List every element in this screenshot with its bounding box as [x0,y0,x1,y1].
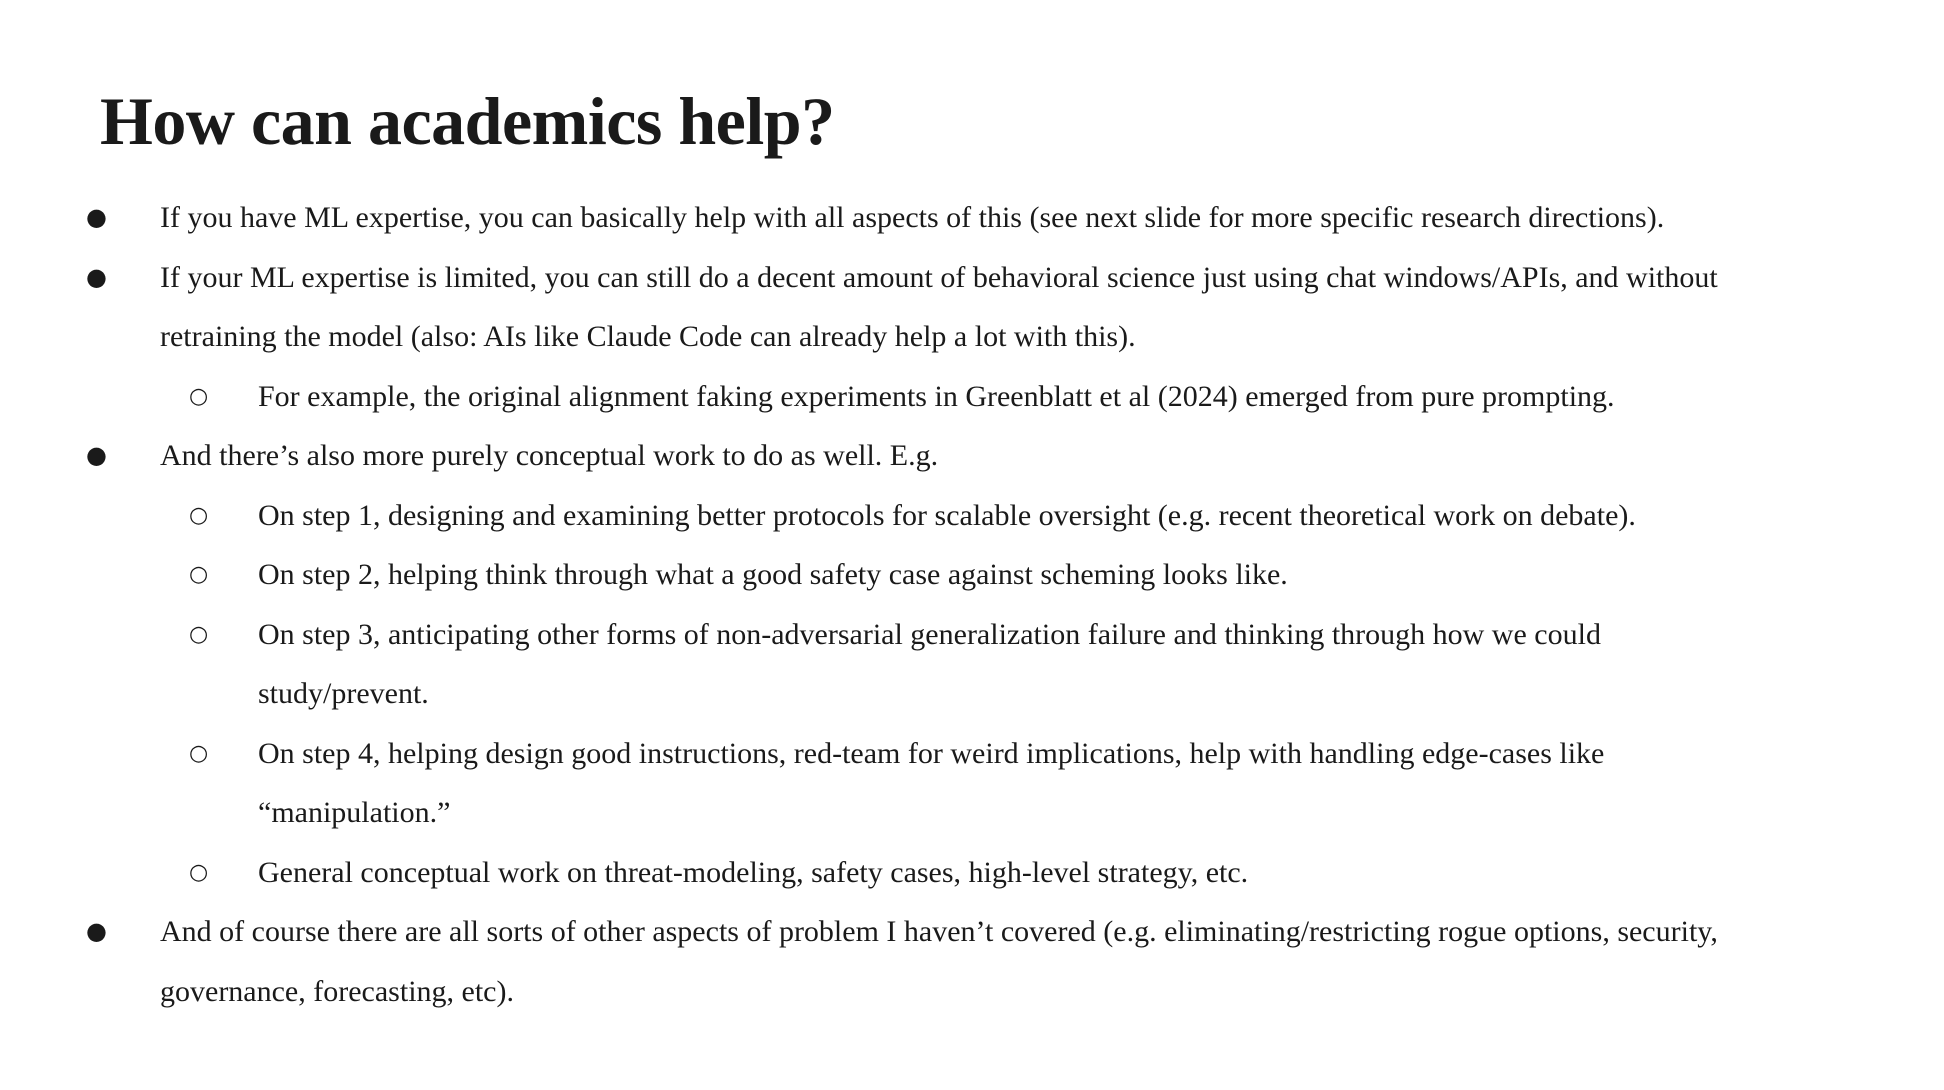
bullet-text-line: study/prevent. [258,677,429,710]
bullet-item [0,248,1944,367]
sub-bullet-item [0,605,1944,724]
sub-bullet-marker: ○ [189,621,209,647]
bullet-item [0,426,1944,486]
bullet-marker: ● [86,262,107,291]
bullet-text-line: On step 2, helping think through what a good safety case against scheming looks like. [258,558,1288,591]
bullet-marker: ● [86,203,107,231]
bullet-item [0,188,1944,248]
bullet-text-line: If your ML expertise is limited, you can still do a decent amount of behavioral science just using chat windows/APIs, and without [160,260,1718,294]
sub-bullet-item [0,843,1944,903]
bullet-text-line: General conceptual work on threat-modeling, safety cases, high-level strategy, etc. [258,855,1249,889]
sub-bullet-marker: ○ [189,383,209,409]
sub-bullet-marker: ○ [189,859,209,885]
bullet-text-line: On step 3, anticipating other forms of non-adversarial generalization failure and thinking through how we could [258,617,1601,651]
bullet-text-line: On step 4, helping design good instructions, red-team for weird implications, help with handling edge-cases like [258,736,1605,770]
bullet-text-line: governance, forecasting, etc). [160,974,514,1008]
slide-title: How can academics help? [100,83,835,159]
bullet-text-line: On step 1, designing and examining better protocols for scalable oversight (e.g. recent theoretical work on debate). [258,498,1636,532]
bullet-text-line: “manipulation.” [258,796,451,829]
sub-bullet-item [0,367,1944,427]
sub-bullet-item [0,486,1944,546]
bullet-marker: ● [86,441,107,469]
bullet-list [0,188,1944,1021]
sub-bullet-marker: ○ [189,562,209,587]
bullet-text-line: And there’s also more purely conceptual work to do as well. E.g. [160,439,939,472]
bullet-text-line: And of course there are all sorts of other aspects of problem I haven’t covered (e.g. eliminating/restricting rogue options, security, [160,915,1718,948]
sub-bullet-item [0,545,1944,605]
bullet-marker: ● [86,917,107,945]
sub-bullet-marker: ○ [189,740,209,766]
bullet-text-line: For example, the original alignment faking experiments in Greenblatt et al (2024) emerged from pure prompting. [258,379,1615,413]
bullet-item [0,902,1944,1021]
bullet-text-line: If you have ML expertise, you can basically help with all aspects of this (see next slide for more specific research directions). [160,201,1665,234]
sub-bullet-marker: ○ [189,502,209,528]
bullet-text-line: retraining the model (also: AIs like Claude Code can already help a lot with this). [160,320,1136,353]
sub-bullet-item [0,724,1944,843]
